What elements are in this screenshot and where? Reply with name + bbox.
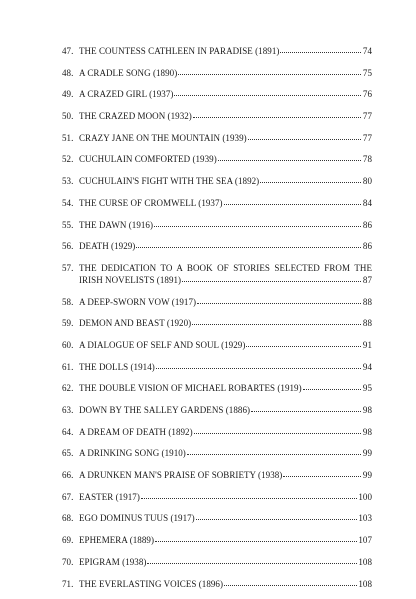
toc-entry-page: 99 xyxy=(362,448,372,459)
toc-entry-page: 91 xyxy=(362,339,372,350)
toc-entry-number: 54. xyxy=(62,197,74,208)
toc-entry xyxy=(62,512,372,524)
toc-entry xyxy=(62,578,372,590)
dot-leader xyxy=(224,577,357,586)
toc-entry-title: EGO DOMINUS TUUS (1917) xyxy=(79,513,195,524)
toc-entry-page: 95 xyxy=(362,383,372,394)
toc-entry xyxy=(62,153,372,165)
toc-entry xyxy=(62,175,372,187)
toc-entry-title: A CRADLE SONG (1890) xyxy=(79,67,178,78)
toc-entry-number: 51. xyxy=(62,132,74,143)
toc-entry xyxy=(62,296,372,308)
toc-entry-page: 107 xyxy=(358,535,372,546)
toc-entry-page: 99 xyxy=(362,470,372,481)
toc-entry-number: 50. xyxy=(62,111,74,122)
toc-entry xyxy=(62,110,372,122)
toc-entry-number: 58. xyxy=(62,296,74,307)
dot-leader xyxy=(218,152,361,161)
toc-entry xyxy=(62,447,372,459)
toc-entry-title: A DIALOGUE OF SELF AND SOUL (1929) xyxy=(79,339,246,350)
toc-entry-title: A DRINKING SONG (1910) xyxy=(79,448,186,459)
dot-leader xyxy=(303,381,361,390)
toc-entry xyxy=(62,197,372,209)
toc-entry-title: THE CRAZED MOON (1932) xyxy=(79,111,192,122)
toc-entry xyxy=(62,262,372,286)
dot-leader xyxy=(196,511,358,520)
dot-leader xyxy=(155,533,357,542)
toc-entry xyxy=(62,67,372,79)
toc-entry-title: A DRUNKEN MAN'S PRAISE OF SOBRIETY (1938) xyxy=(79,470,283,481)
toc-entry-page: 78 xyxy=(362,154,372,165)
toc-entry-title: DEATH (1929) xyxy=(79,241,136,252)
toc-entry xyxy=(62,491,372,503)
dot-leader xyxy=(141,490,357,499)
toc-entry xyxy=(62,317,372,329)
toc-entry-title: THE DEDICATION TO A BOOK OF STORIES SELECTED FROM THE xyxy=(79,262,372,273)
dot-leader xyxy=(197,295,361,304)
toc-entry-page: 88 xyxy=(362,318,372,329)
toc-entry-title: THE DOUBLE VISION OF MICHAEL ROBARTES (1919) xyxy=(79,383,302,394)
toc-entry-number: 67. xyxy=(62,491,74,502)
dot-leader xyxy=(280,44,361,53)
dot-leader xyxy=(192,316,361,325)
toc-entry xyxy=(62,45,372,57)
dot-leader xyxy=(154,218,361,227)
toc-entry-number: 65. xyxy=(62,448,74,459)
toc-entry-number: 66. xyxy=(62,470,74,481)
toc-entry-title: DEMON AND BEAST (1920) xyxy=(79,318,192,329)
toc-entry-number: 56. xyxy=(62,241,74,252)
toc-entry xyxy=(62,469,372,481)
dot-leader xyxy=(194,425,361,434)
toc-entry-title: A CRAZED GIRL (1937) xyxy=(79,89,174,100)
toc-entry xyxy=(62,240,372,252)
toc-entry-number: 49. xyxy=(62,89,74,100)
toc-entry-number: 59. xyxy=(62,318,74,329)
dot-leader xyxy=(224,196,361,205)
dot-leader xyxy=(147,555,357,564)
toc-entry-title: THE EVERLASTING VOICES (1896) xyxy=(79,578,224,589)
dot-leader xyxy=(187,446,361,455)
table-of-contents xyxy=(62,45,372,599)
dot-leader xyxy=(174,87,361,96)
toc-entry-page: 80 xyxy=(362,176,372,187)
toc-entry-page: 84 xyxy=(362,197,372,208)
toc-entry-number: 55. xyxy=(62,219,74,230)
toc-entry-number: 48. xyxy=(62,67,74,78)
toc-entry-page: 103 xyxy=(358,513,372,524)
toc-entry-title-continued: IRISH NOVELISTS (1891) xyxy=(79,274,182,285)
dot-leader xyxy=(260,174,361,183)
toc-entry xyxy=(62,382,372,394)
toc-entry-page: 77 xyxy=(362,111,372,122)
toc-entry-title: DOWN BY THE SALLEY GARDENS (1886) xyxy=(79,405,251,415)
toc-entry-page: 87 xyxy=(362,274,372,285)
toc-entry-number: 52. xyxy=(62,154,74,165)
toc-entry xyxy=(62,534,372,546)
toc-entry-number: 68. xyxy=(62,513,74,524)
toc-entry xyxy=(62,219,372,231)
dot-leader xyxy=(251,403,361,412)
dot-leader xyxy=(248,131,361,140)
toc-entry-title: THE COUNTESS CATHLEEN IN PARADISE (1891) xyxy=(79,46,280,56)
dot-leader xyxy=(283,468,361,477)
toc-entry-page: 88 xyxy=(362,296,372,307)
toc-entry-number: 47. xyxy=(62,46,74,56)
toc-entry xyxy=(62,88,372,100)
toc-entry-page: 74 xyxy=(362,46,372,56)
toc-entry-number: 61. xyxy=(62,361,74,372)
toc-entry xyxy=(62,339,372,351)
toc-entry-page: 76 xyxy=(362,89,372,100)
toc-entry-title: CUCHULAIN COMFORTED (1939) xyxy=(79,154,217,165)
toc-entry-page: 98 xyxy=(362,426,372,437)
toc-entry-number: 60. xyxy=(62,339,74,350)
toc-entry-title: A DEEP-SWORN VOW (1917) xyxy=(79,296,197,307)
dot-leader xyxy=(136,239,361,248)
toc-entry-title: EASTER (1917) xyxy=(79,491,140,502)
toc-entry xyxy=(62,426,372,438)
toc-entry-title: EPHEMERA (1889) xyxy=(79,535,154,546)
toc-entry-number: 70. xyxy=(62,556,74,567)
toc-entry-number: 63. xyxy=(62,405,74,415)
toc-entry xyxy=(62,132,372,144)
dot-leader xyxy=(193,109,361,118)
toc-entry-page: 75 xyxy=(362,67,372,78)
toc-entry-page: 86 xyxy=(362,219,372,230)
toc-entry-number: 62. xyxy=(62,383,74,394)
toc-entry-title: THE DOLLS (1914) xyxy=(79,361,155,372)
toc-entry-number: 57. xyxy=(62,262,74,273)
toc-entry-title: CRAZY JANE ON THE MOUNTAIN (1939) xyxy=(79,132,247,143)
toc-entry-page: 108 xyxy=(358,556,372,567)
toc-entry-page: 77 xyxy=(362,132,372,143)
toc-entry-page: 94 xyxy=(362,361,372,372)
toc-entry xyxy=(62,361,372,373)
toc-entry-title: CUCHULAIN'S FIGHT WITH THE SEA (1892) xyxy=(79,176,260,187)
dot-leader xyxy=(246,338,361,347)
toc-entry-title: THE CURSE OF CROMWELL (1937) xyxy=(79,197,223,208)
toc-entry-number: 64. xyxy=(62,426,74,437)
toc-entry-title: A DREAM OF DEATH (1892) xyxy=(79,426,193,437)
toc-entry-page: 86 xyxy=(362,241,372,252)
toc-entry-page: 98 xyxy=(362,405,372,415)
toc-entry-page: 108 xyxy=(358,578,372,589)
toc-entry-number: 69. xyxy=(62,535,74,546)
toc-entry-title: EPIGRAM (1938) xyxy=(79,556,147,567)
toc-entry-title: THE DAWN (1916) xyxy=(79,219,154,230)
toc-entry-number: 53. xyxy=(62,176,74,187)
toc-entry-page: 100 xyxy=(358,491,372,502)
toc-entry xyxy=(62,404,372,416)
dot-leader xyxy=(182,273,361,282)
dot-leader xyxy=(156,360,361,369)
toc-entry xyxy=(62,556,372,568)
dot-leader xyxy=(178,66,361,75)
toc-entry-number: 71. xyxy=(62,578,74,589)
